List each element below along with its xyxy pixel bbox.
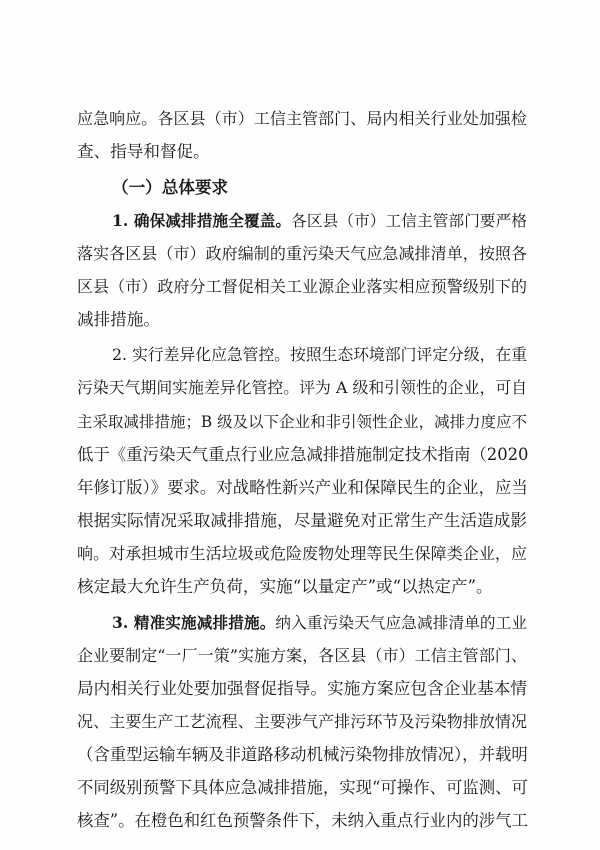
item-text: 各区县（市）工信主管部门要严格 [291,212,527,230]
paragraph-line: 低于《重污染天气重点行业应急减排措施制定技术指南（2020 [77,445,529,464]
paragraph-line: 落实各区县（市）政府编制的重污染天气应急减排清单，按照各 [77,244,527,263]
paragraph-line [112,206,527,236]
paragraph-line: 查、指导和督促。 [77,142,210,161]
paragraph-line: 局内相关行业处要加强督促指导。实施方案应包含企业基本情 [77,679,527,698]
paragraph-line: 应急响应。各区县（市）工信主管部门、局内相关行业处加强检 [77,109,527,128]
paragraph-line: 核定最大允许生产负荷，实施“以量定产”或“以热定产”。 [77,577,493,596]
paragraph-line [112,608,527,638]
paragraph-line: 减排措施。 [77,310,160,329]
section-heading: （一）总体要求 [112,177,229,197]
paragraph-line: （含重型运输车辆及非道路移动机械污染物排放情况），并载明 [77,745,528,764]
paragraph-line: 根据实际情况采取减排措施，尽量避免对正常生产生活造成影 [77,511,527,530]
paragraph-line: 污染天气期间实施差异化管控。评为 A 级和引领性的企业，可自 [77,378,527,397]
paragraph-line: 年修订版）》要求。对战略性新兴产业和保障民生的企业，应当 [77,478,528,497]
item-lead: 3. 精准实施减排措施。 [112,613,276,632]
paragraph-line: 不同级别预警下具体应急减排措施，实现“可操作、可监测、可 [77,778,528,797]
paragraph-line: 区县（市）政府分工督促相关工业源企业落实相应预警级别下的 [77,277,527,296]
item-lead: 1. 确保减排措施全覆盖。 [112,211,292,230]
paragraph-line: 2. 实行差异化应急管控。按照生态环境部门评定分级，在重 [112,345,528,364]
paragraph-line: 响。对承担城市生活垃圾或危险废物处理等民生保障类企业，应 [77,544,527,563]
item-text: 纳入重污染天气应急减排清单的工业 [275,614,527,632]
paragraph-line: 企业要制定“一厂一策”实施方案，各区县（市）工信主管部门、 [77,646,527,665]
paragraph-line: 核查”。在橙色和红色预警条件下，未纳入重点行业内的涉气工 [77,811,528,830]
paragraph-line: 况、主要生产工艺流程、主要涉气产排污环节及污染物排放情况 [77,712,527,731]
paragraph-line: 主采取减排措施；B 级及以下企业和非引领性企业，减排力度应不 [77,413,527,431]
